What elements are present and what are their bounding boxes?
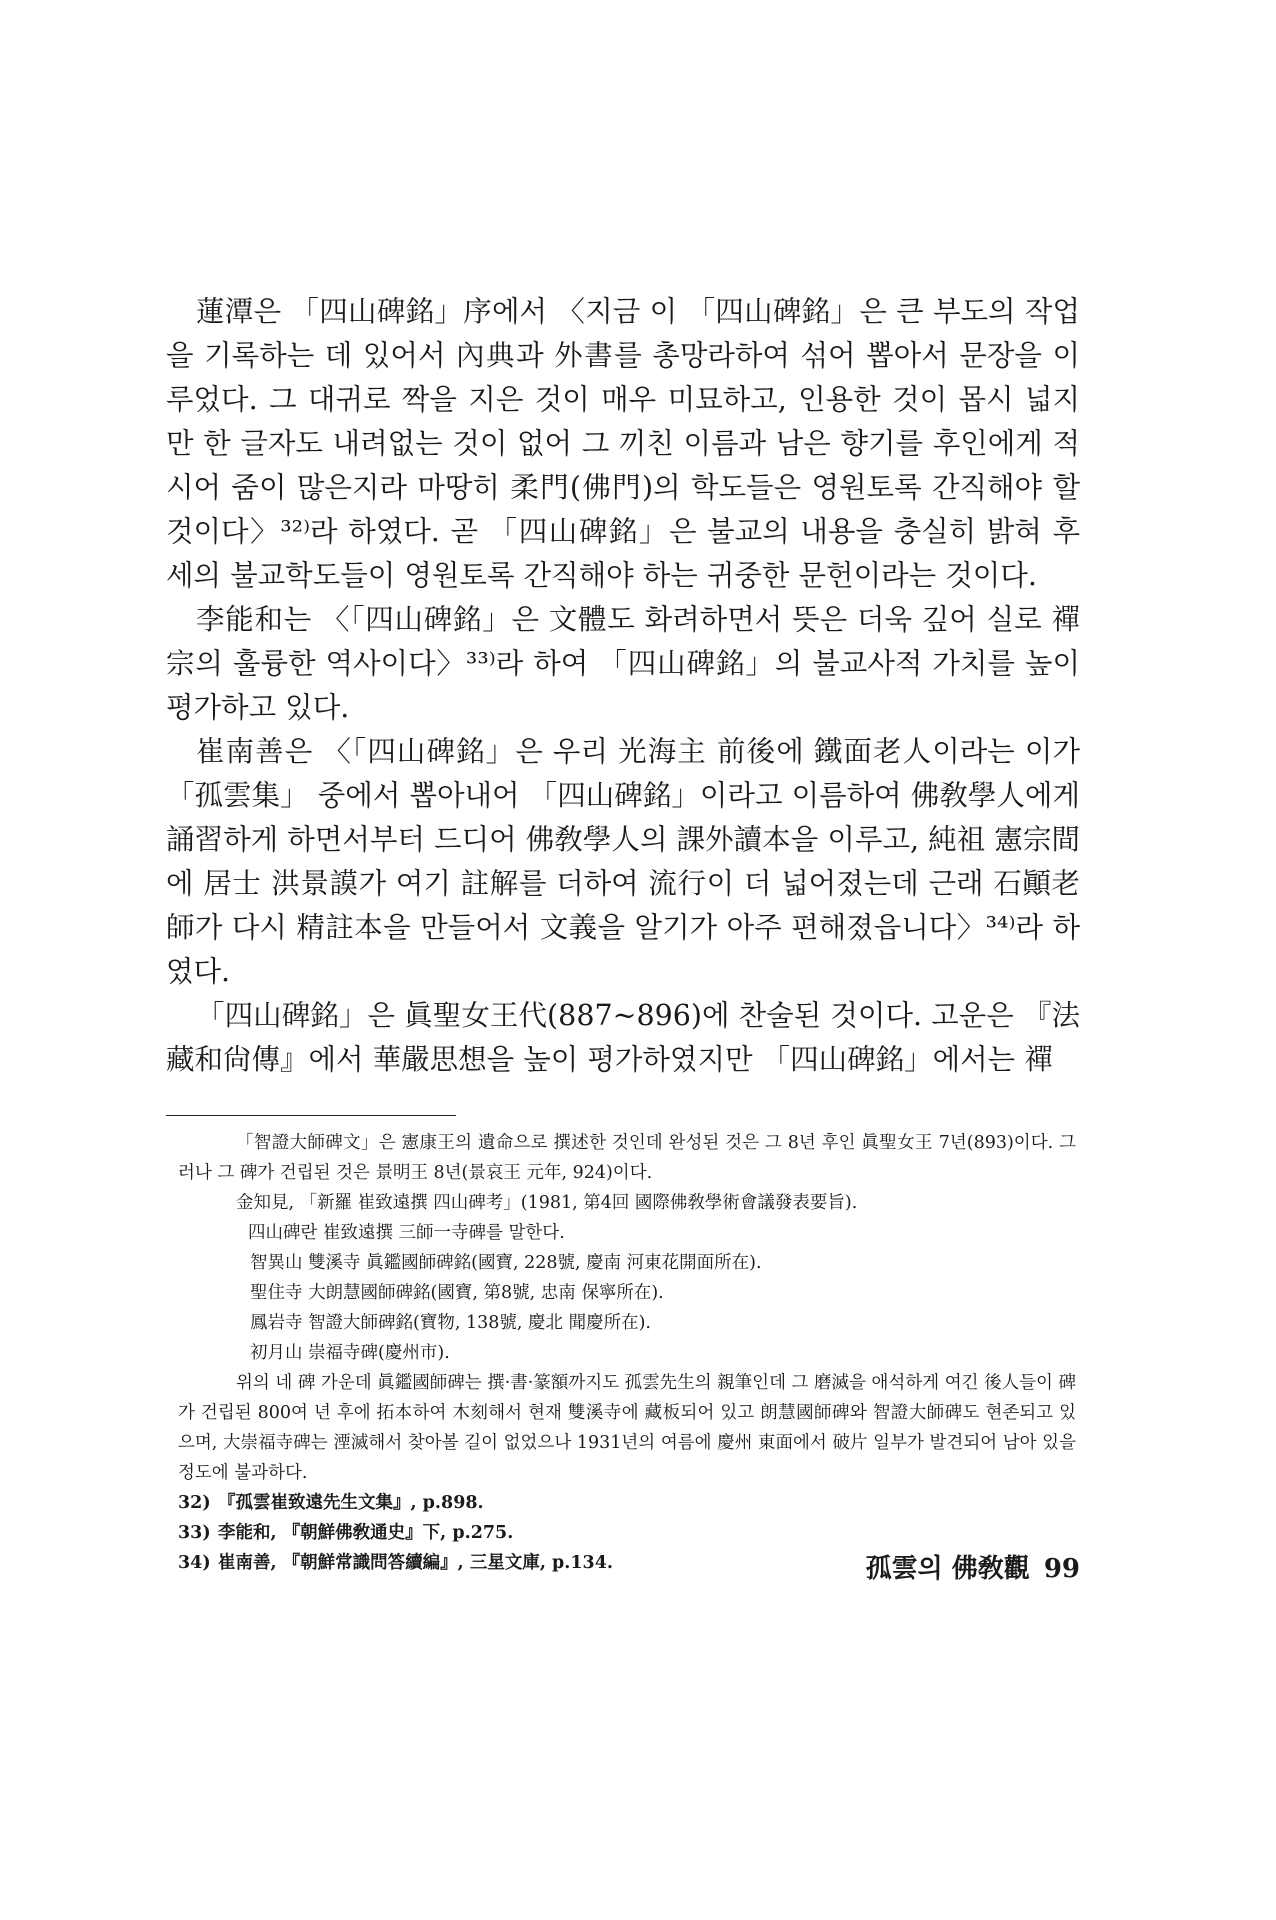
monument-item: 智異山 雙溪寺 眞鑑國師碑銘(國寶, 228號, 慶南 河東花開面所在). (250, 1253, 762, 1273)
footnote-number: 34) (178, 1553, 211, 1573)
footnote-closing: 위의 네 碑 가운데 眞鑑國師碑는 撰·書·篆額까지도 孤雲先生의 親筆인데 그 磨滅을 애석하게 여긴 後人들이 碑가 건립된 800여 년 후에 拓本하여 木刻해서 현재 雙溪寺에 藏板되어 있고 朗慧國師碑와 智證大師碑도 현존되고 있으며, 大崇福寺碑는 湮滅해서 찾아볼 길이 없었으나 1931년의 여름에 慶州 東面에서 破片 일부가 발견되어 남아 있을 정도에 불과하다. (178, 1373, 1076, 1483)
footnote-continuation-2: 金知見, 「新羅 崔致遠撰 四山碑考」(1981, 第4回 國際佛敎學術會議發表要旨). (236, 1193, 858, 1213)
paragraph-1: 蓮潭은 「四山碑銘」序에서 〈지금 이 「四山碑銘」은 큰 부도의 작업을 기록하는 데 있어서 內典과 外書를 총망라하여 섞어 뽑아서 문장을 이루었다. 그 대귀로 짝을 지은 것이 매우 미묘하고, 인용한 것이 몹시 넓지만 한 글자도 내려없는 것이 없어 그 끼친 이름과 남은 향기를 후인에게 적시어 줌이 많은지라 마땅히 柔門(佛門)의 학도들은 영원토록 간직해야 할 것이다〉³²⁾라 하였다. 곧 「四山碑銘」은 불교의 내용을 충실히 밝혀 후세의 불교학도들이 영원토록 간직해야 하는 귀중한 문헌이라는 것이다. (166, 295, 1080, 592)
footnote-continuation-1: 「智證大師碑文」은 憲康王의 遺命으로 撰述한 것인데 완성된 것은 그 8년 후인 眞聖女王 7년(893)이다. 그러나 그 碑가 건립된 것은 景明王 8년(景哀王 元年, 924)이다. (178, 1133, 1076, 1183)
footnote-number: 32) (178, 1493, 211, 1513)
page-footer (866, 1548, 1080, 1585)
footnote-continuation-3: 四山碑란 崔致遠撰 三師一寺碑를 말한다. (248, 1223, 565, 1243)
monument-item: 聖住寺 大朗慧國師碑銘(國寶, 第8號, 忠南 保寧所在). (250, 1283, 664, 1303)
footnote-text: 崔南善, 『朝鮮常識問答續編』, 三星文庫, p.134. (218, 1553, 614, 1573)
footnotes (178, 1128, 1076, 1578)
running-title: 孤雲의 佛敎觀 (865, 1554, 1030, 1584)
paragraph-2: 李能和는 〈「四山碑銘」은 文體도 화려하면서 뜻은 더욱 깊어 실로 禪宗의 훌륭한 역사이다〉³³⁾라 하여 「四山碑銘」의 불교사적 가치를 높이 평가하고 있다. (166, 603, 1080, 724)
paragraph-4: 「四山碑銘」은 眞聖女王代(887~896)에 찬술된 것이다. 고운은 『法藏和尙傳』에서 華嚴思想을 높이 평가하였지만 「四山碑銘」에서는 禪 (166, 999, 1080, 1076)
footnote-divider (166, 1115, 456, 1116)
footnote-text: 李能和, 『朝鮮佛敎通史』下, p.275. (218, 1523, 514, 1543)
footnote-32 (178, 1488, 1076, 1518)
main-text (166, 290, 1080, 1082)
page-number: 99 (1043, 1554, 1080, 1584)
monument-item: 鳳岩寺 智證大師碑銘(寶物, 138號, 慶北 聞慶所在). (250, 1313, 651, 1333)
paragraph-3: 崔南善은 〈「四山碑銘」은 우리 光海主 前後에 鐵面老人이라는 이가 「孤雲集」 중에서 뽑아내어 「四山碑銘」이라고 이름하여 佛敎學人에게 誦習하게 하면서부터 드디어 佛敎學人의 課外讀本을 이루고, 純祖 憲宗間에 居士 洪景謨가 여기 註解를 더하여 流行이 더 넓어졌는데 근래 石顚老師가 다시 精註本을 만들어서 文義을 알기가 아주 편해졌읍니다〉³⁴⁾라 하였다. (166, 735, 1080, 988)
footnote-text: 『孤雲崔致遠先生文集』, p.898. (218, 1493, 484, 1513)
monument-item: 初月山 崇福寺碑(慶州市). (250, 1343, 450, 1363)
footnote-33 (178, 1518, 1076, 1548)
footnote-number: 33) (178, 1523, 211, 1543)
